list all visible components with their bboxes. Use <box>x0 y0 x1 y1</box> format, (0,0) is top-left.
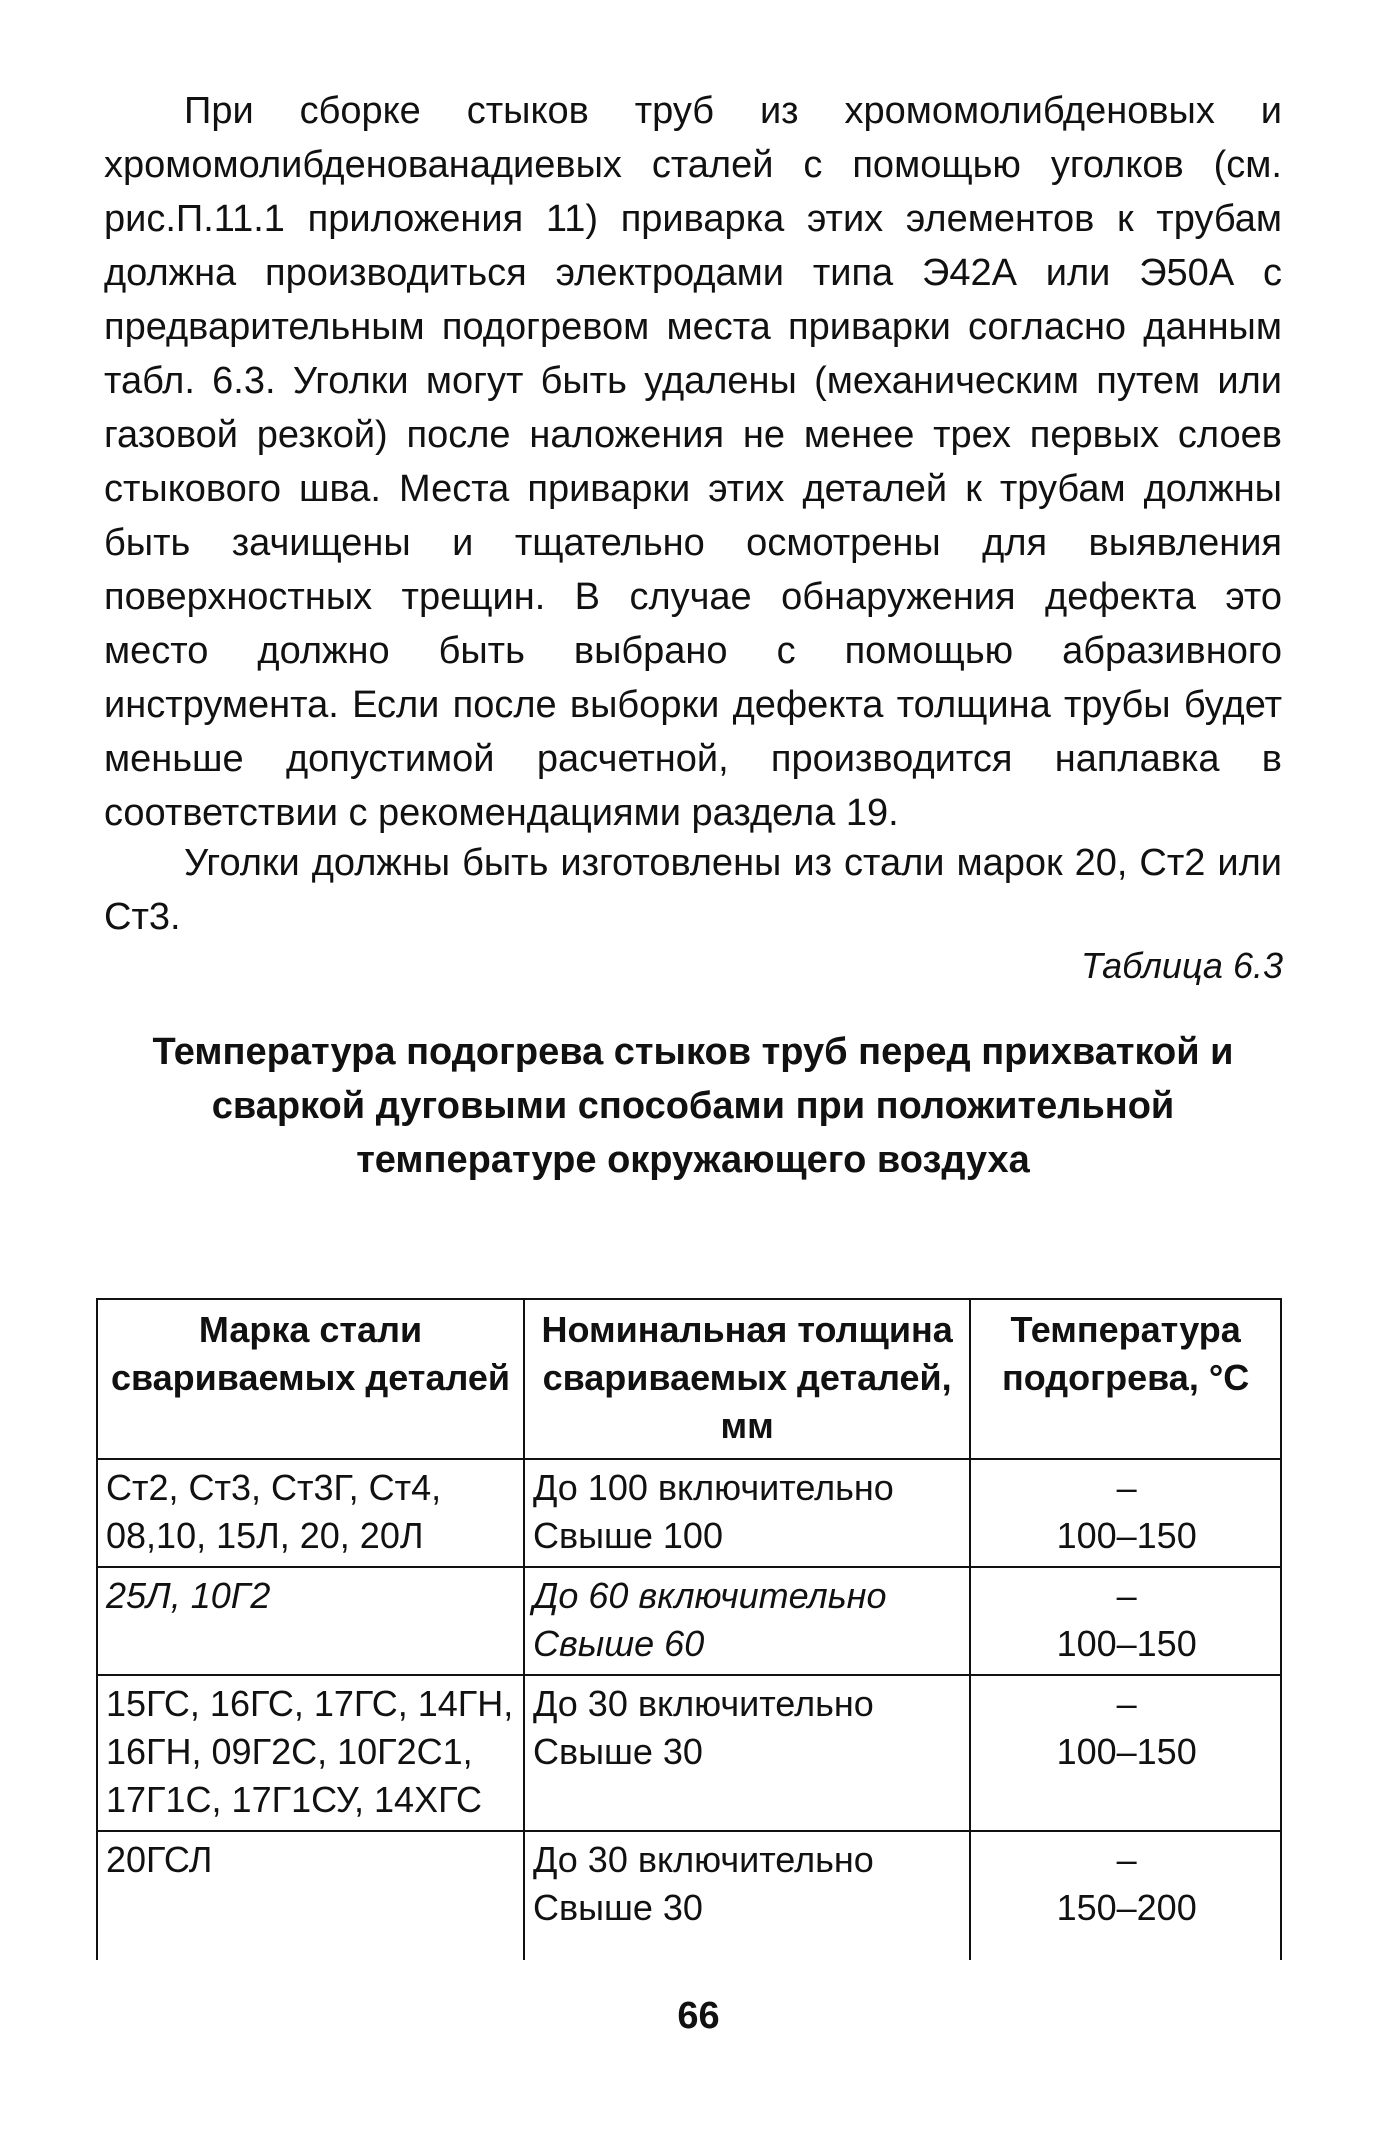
preheat-temperature-table <box>96 1298 1282 1960</box>
body-paragraph: Уголки должны быть изготовлены из стали марок 20, Ст2 или Ст3. <box>104 842 1282 938</box>
thickness-cell <box>524 1831 970 1960</box>
thickness-value: До 100 включительно <box>533 1467 894 1508</box>
header-steel-grade: Марка стали свариваемых деталей <box>97 1299 524 1459</box>
header-nominal-thickness: Номинальная толщина свариваемых деталей, мм <box>524 1299 970 1459</box>
thickness-cell <box>524 1567 970 1675</box>
temperature-cell <box>970 1567 1281 1675</box>
table-title: Температура подогрева стыков труб перед прихваткой и сваркой дуговыми способами при положительной температуре окружающего воздуха <box>152 1031 1234 1181</box>
temperature-value: 100–150 <box>1056 1731 1197 1772</box>
body-paragraph: При сборке стыков труб из хромомолибденовых и хромомолибденованадиевых сталей с помощью уголков (см. рис.П.11.1 приложения 11) приварка этих элементов к трубам должна производиться электродами типа Э42А или Э50А с предварительным подогревом места приварки согласно данным табл. 6.3. Уголки могут быть удалены (механическим путем или газовой резкой) после наложения не менее трех первых слоев стыкового шва. Места приварки этих деталей к трубам должны быть зачищены и тщательно осмотрены для выявления поверхностных трещин. В случае обнаружения дефекта это место должно быть выбрано с помощью абразивного инструмента. Если после выборки дефекта толщина трубы будет меньше допустимой расчетной, производится наплавка в соответствии с рекомендациями раздела 19. <box>104 90 1282 834</box>
thickness-cell <box>524 1459 970 1567</box>
thickness-value: До 30 включительно <box>533 1839 874 1880</box>
temperature-value: – <box>1116 1575 1137 1616</box>
thickness-value: До 60 включительно <box>533 1575 887 1616</box>
thickness-value: Свыше 60 <box>533 1623 705 1664</box>
temperature-value: – <box>1116 1467 1137 1508</box>
thickness-value: Свыше 30 <box>533 1731 703 1772</box>
temperature-value: 100–150 <box>1056 1515 1197 1556</box>
table-row <box>97 1675 1281 1831</box>
steel-grade-cell: 25Л, 10Г2 <box>97 1567 524 1675</box>
temperature-cell <box>970 1459 1281 1567</box>
table-row <box>97 1567 1281 1675</box>
steel-grade-cell: 20ГСЛ <box>97 1831 524 1960</box>
temperature-value: – <box>1116 1839 1137 1880</box>
page-number: 66 <box>677 1995 720 2037</box>
temperature-value: 100–150 <box>1056 1623 1197 1664</box>
temperature-cell <box>970 1831 1281 1960</box>
table-row <box>97 1459 1281 1567</box>
table-caption: Таблица 6.3 <box>1080 945 1283 986</box>
thickness-cell <box>524 1675 970 1831</box>
table-row <box>97 1831 1281 1960</box>
thickness-value: Свыше 30 <box>533 1887 703 1928</box>
steel-grade-cell: 15ГС, 16ГС, 17ГС, 14ГН, 16ГН, 09Г2С, 10Г2С1, 17Г1С, 17Г1СУ, 14ХГС <box>97 1675 524 1831</box>
temperature-cell <box>970 1675 1281 1831</box>
steel-grade-cell: Ст2, Ст3, Ст3Г, Ст4, 08,10, 15Л, 20, 20Л <box>97 1459 524 1567</box>
temperature-value: 150–200 <box>1056 1887 1197 1928</box>
thickness-value: До 30 включительно <box>533 1683 874 1724</box>
table-header-row <box>97 1299 1281 1459</box>
header-preheat-temperature: Температура подогрева, °С <box>970 1299 1281 1459</box>
thickness-value: Свыше 100 <box>533 1515 723 1556</box>
temperature-value: – <box>1116 1683 1137 1724</box>
